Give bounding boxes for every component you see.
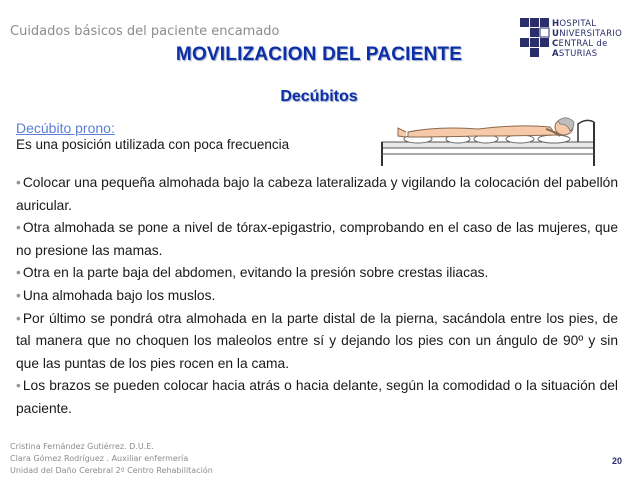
bullet-mark: •	[16, 175, 21, 190]
list-item: • Colocar una pequeña almohada bajo la cabeza lateralizada y vigilando la colocación del pabellón auricular.	[16, 175, 618, 213]
bullet-mark: •	[16, 220, 21, 236]
logo-line: ASTURIAS	[552, 49, 598, 59]
bullet-mark: •	[16, 287, 21, 303]
list-item: • Los brazos se pueden colocar hacia atrás o hacia delante, según la comodidad o la situación del paciente.	[16, 378, 618, 416]
list-item: • Por último se pondrá otra almohada en la parte distal de la pierna, sacándola entre los pies, de tal manera que no choquen los maleolos entre sí y dejando los pies con un ángulo de 90º y sin que las puntas de los pies rocen en la cama.	[16, 310, 618, 371]
logo-line: UNIVERSITARIO	[552, 29, 623, 39]
course-caption: Cuidados básicos del paciente encamado	[10, 24, 280, 39]
list-item: • Una almohada bajo los muslos.	[16, 287, 216, 303]
logo-line: CENTRAL de	[552, 39, 608, 49]
section-heading: Decúbito prono:	[16, 120, 115, 136]
list-item: • Otra en la parte baja del abdomen, evitando la presión sobre crestas iliacas.	[16, 265, 489, 281]
list-item: • Otra almohada se pone a nivel de tórax-epigastrio, comprobando en el caso de las mujeres, que no presione las mamas.	[16, 220, 618, 258]
slide-title: MOVILIZACION DEL PACIENTE	[175, 44, 463, 65]
logo-line: HOSPITAL	[552, 19, 597, 29]
prone-patient-illustration	[378, 102, 600, 168]
bullet-mark: •	[16, 378, 21, 394]
footer-line: Unidad del Daño Cerebral 2º Centro Rehabilitación	[10, 466, 213, 475]
bullet-mark: •	[16, 265, 21, 281]
slide-subtitle: Decúbitos	[280, 88, 358, 105]
author-footer	[10, 441, 213, 477]
bullet-list	[16, 172, 618, 421]
footer-line: Clara Gómez Rodríguez . Auxiliar enfermería	[10, 454, 189, 463]
footer-line: Cristina Fernández Gutiérrez. D.U.E.	[10, 442, 154, 451]
bullet-mark: •	[16, 310, 21, 326]
intro-text: Es una posición utilizada con poca frecuencia	[16, 137, 290, 152]
page-number: 20	[612, 456, 623, 466]
